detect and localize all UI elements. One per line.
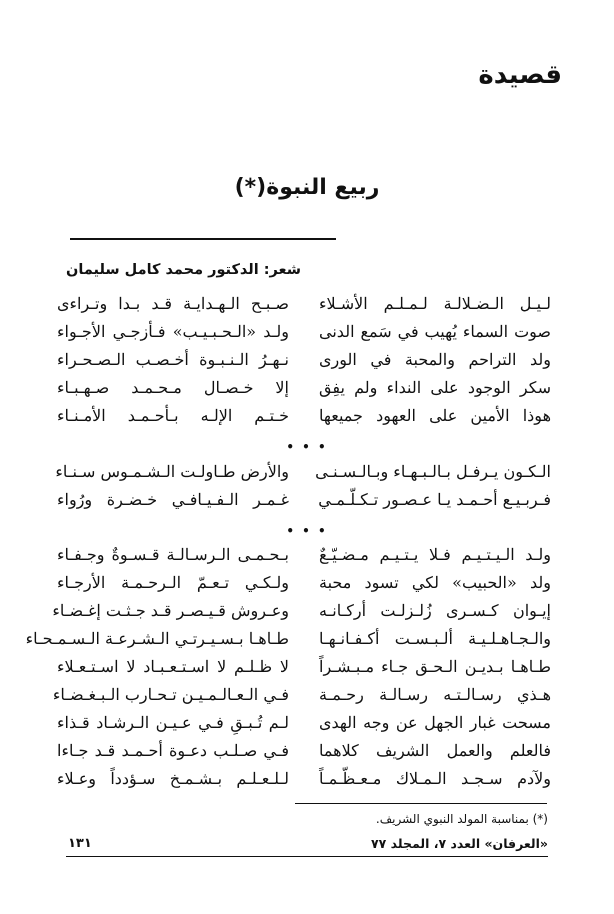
verse-first-hemistich: الـكـون يـرفـل بـالـبـهـاء وبـالـسـنـى: [315, 462, 551, 481]
section-title: قصيدة: [478, 60, 562, 90]
verse-first-hemistich: ولد التراحم والمحبة في الورى: [319, 350, 551, 369]
verse-row: [0, 318, 614, 346]
verse-row: [0, 290, 614, 318]
stanza-2: [0, 458, 614, 514]
verse-first-hemistich: إيـوان كـسـرى زُلـزلـت أركـانـه: [319, 601, 551, 620]
verse-row: [0, 709, 614, 737]
journal-citation: «العرفان» العدد ٧، المجلد ٧٧: [371, 836, 548, 851]
verse-first-hemistich: لـيـل الـضـلالـة لـمـلـم الأشـلاء: [319, 294, 551, 313]
verse-row: [0, 402, 614, 430]
verse-row: [0, 681, 614, 709]
page-footer: [66, 836, 548, 854]
verse-second-hemistich: نـهـرُ الـنـبـوة أخـصـب الـصـحـراء: [57, 350, 289, 369]
verse-second-hemistich: غـمـر الـفـيـافـي خـضـرة ورُواء: [57, 490, 289, 509]
title-divider: [70, 238, 336, 240]
verse-second-hemistich: صـبـح الـهـدايـة قـد بـدا وتـراءى: [57, 294, 289, 313]
verse-second-hemistich: لا ظـلـم لا اسـتـعـبـاد لا اسـتـعـلاء: [57, 657, 289, 676]
verse-first-hemistich: والـجـاهـلـيـة ألـبـسـت أكـفـانـهـا: [319, 629, 551, 648]
verse-row: [0, 653, 614, 681]
verse-row: [0, 486, 614, 514]
verse-first-hemistich: صوت السماء يُهيب في سَمع الدنى: [319, 322, 551, 341]
verse-first-hemistich: ولـد الـيـتـيـم فـلا يـتـيـم مـضـيّـعٌ: [319, 545, 551, 564]
verse-first-hemistich: سكر الوجود على النداء ولم يفِق: [319, 378, 551, 397]
verse-first-hemistich: فـربـيـع أحـمـد يـا عـصـور تـكـلّـمـي: [318, 490, 551, 509]
footnote-marker: (*): [234, 175, 267, 200]
stanza-separator: • • •: [286, 440, 328, 454]
verse-second-hemistich: وعـروش قـيـصـر قـد جـثـت إغـضـاء: [52, 601, 289, 620]
footnote: (*) بمناسبة المولد النبوي الشريف.: [375, 812, 548, 826]
footnote-divider: [295, 803, 547, 804]
verse-second-hemistich: فـي صـلـب دعـوة أحـمـد قـد جـاءا: [57, 741, 289, 760]
verse-first-hemistich: طـاهـا بـديـن الـحـق جـاء مـبـشـراً: [319, 657, 551, 676]
verse-first-hemistich: ولد «الحبيب» لكي تسود محبة: [319, 573, 551, 592]
verse-row: [0, 597, 614, 625]
poem-title: [0, 175, 614, 200]
author-line: شعر: الدكتور محمد كامل سليمان: [66, 262, 301, 278]
stanza-3: [0, 541, 614, 793]
verse-row: [0, 541, 614, 569]
page-number: ١٣١: [68, 836, 92, 851]
verse-row: [0, 346, 614, 374]
verse-first-hemistich: هـذي رسـالـتـه رسـالـة رحـمـة: [319, 685, 551, 704]
verse-first-hemistich: فالعلم والعمل الشريف كلاهما: [319, 741, 551, 760]
verse-first-hemistich: ولآدم سـجـد الـمـلاك مـعـظّـمـاً: [319, 769, 551, 788]
verse-second-hemistich: خـتـم الإلـه بـأحـمـد الأمـنـاء: [57, 406, 289, 425]
verse-second-hemistich: إلا خـصـال مـحـمـد صـهـبـاء: [57, 378, 289, 397]
poem-title-text: ربيع النبوة: [266, 175, 380, 200]
verse-row: [0, 625, 614, 653]
verse-second-hemistich: لـم تُـبـقِ فـي عـيـن الـرشـاد قـذاء: [57, 713, 289, 732]
verse-second-hemistich: والأرض طـاولـت الـشـمـوس سـنـاء: [55, 462, 289, 481]
verse-second-hemistich: طـاهـا بـسـيـرتـي الـشـرعـة الـسـمـحـاء: [25, 629, 289, 648]
verse-second-hemistich: بـحـمـى الـرسـالـة قـسـوةٌ وجـفـاء: [57, 545, 289, 564]
stanza-1: [0, 290, 614, 430]
verse-first-hemistich: هوذا الأمين على العهود جميعها: [319, 406, 551, 425]
verse-second-hemistich: ولـكـي تـعـمّ الـرحـمـة الأرجـاء: [57, 573, 289, 592]
verse-first-hemistich: مسحت غبار الجهل عن وجه الهدى: [319, 713, 551, 732]
verse-row: [0, 737, 614, 765]
verse-second-hemistich: ولـد «الـحـبـيـب» فـأزجـي الأجـواء: [57, 322, 289, 341]
verse-second-hemistich: لـلـعـلـم بـشـمـخ سـؤدداً وعـلاء: [57, 769, 289, 788]
stanza-separator: • • •: [286, 524, 328, 538]
verse-row: [0, 569, 614, 597]
verse-row: [0, 765, 614, 793]
verse-row: [0, 374, 614, 402]
verse-second-hemistich: فـي الـعـالـمـيـن تـحـارب الـبـغـضـاء: [52, 685, 289, 704]
footer-divider: [66, 856, 548, 857]
verse-row: [0, 458, 614, 486]
